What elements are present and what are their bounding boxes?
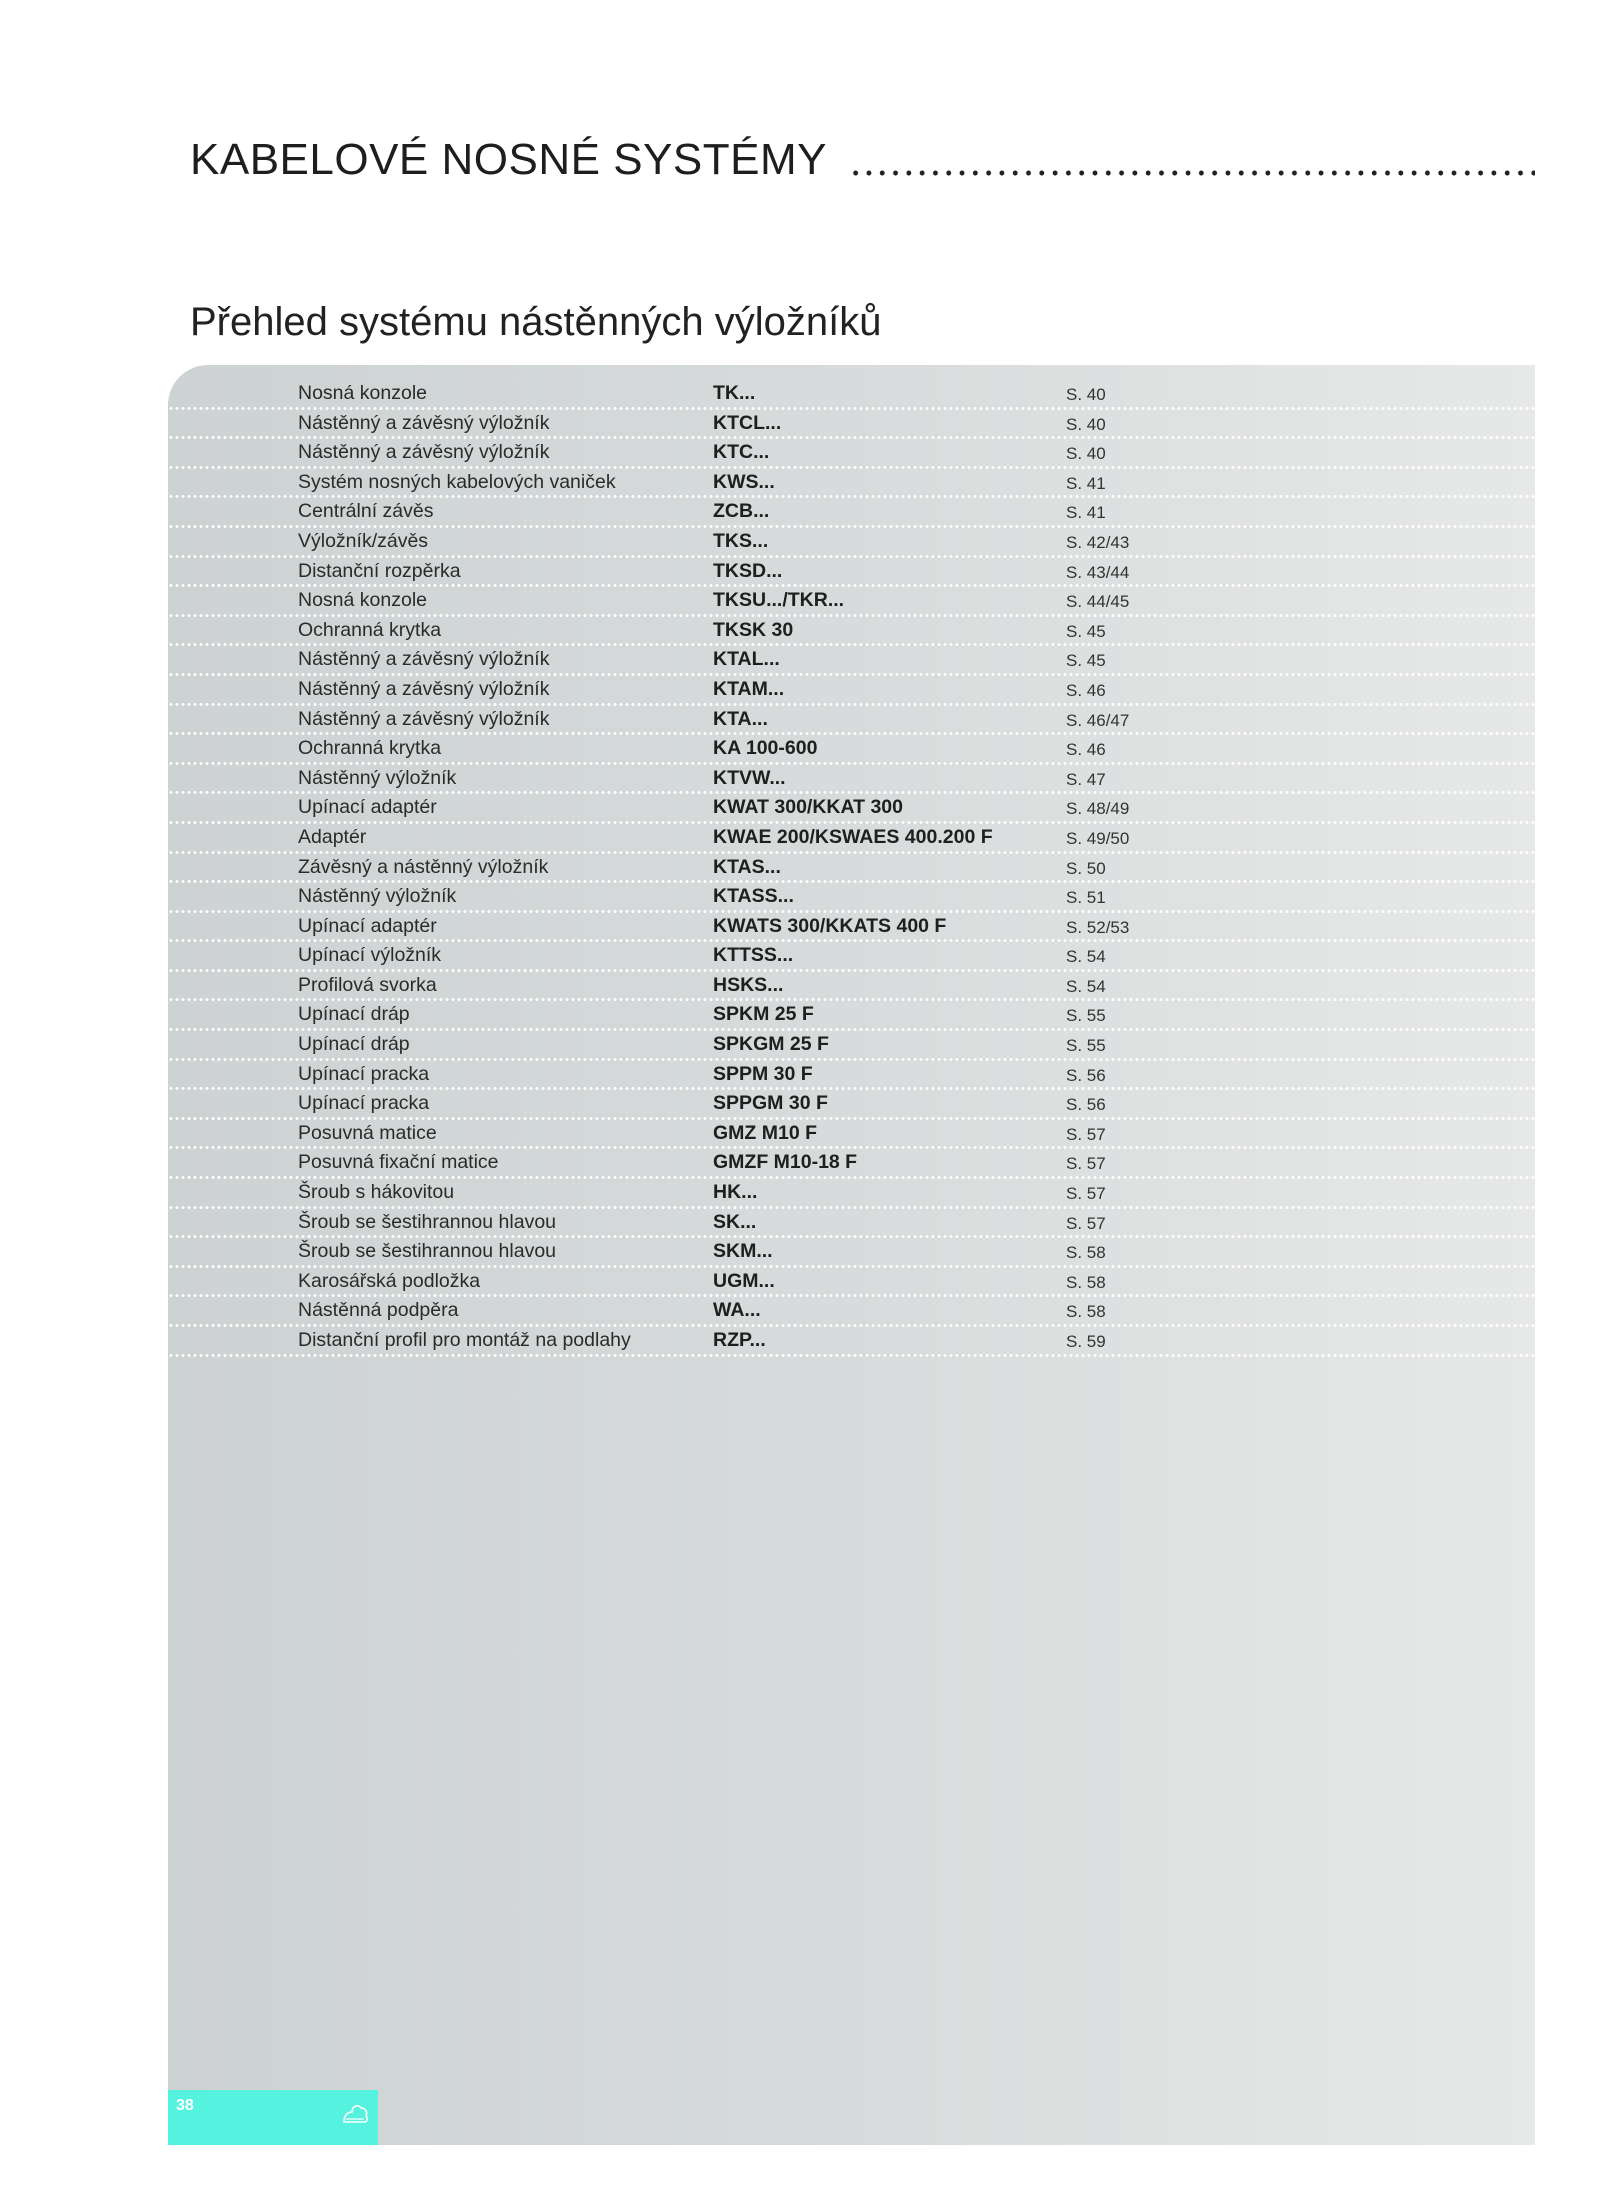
page-reference: S. 41 [1066, 503, 1106, 523]
page-reference: S. 47 [1066, 769, 1106, 789]
table-row [168, 410, 1535, 440]
table-row [168, 1327, 1535, 1357]
page-header [190, 122, 1535, 182]
product-name: Nosná konzole [298, 382, 427, 404]
product-code: KWS... [713, 470, 775, 493]
product-code: KTC... [713, 441, 770, 464]
product-code: KTCL... [713, 411, 782, 434]
page-reference: S. 44/45 [1066, 592, 1130, 612]
product-name: Distanční rozpěrka [298, 559, 461, 582]
product-code: KTA... [713, 707, 768, 730]
product-code: KWATS 300/KKATS 400 F [713, 914, 947, 937]
product-code: HSKS... [713, 973, 784, 996]
table-row [168, 883, 1535, 913]
product-name: Upínací adaptér [298, 796, 437, 819]
product-name: Nástěnná podpěra [298, 1299, 459, 1322]
table-row [168, 587, 1535, 617]
table-row [168, 1179, 1535, 1209]
table-row [168, 735, 1535, 765]
table-row [168, 706, 1535, 736]
product-code: KTAS... [713, 855, 781, 878]
product-name: Výložník/závěs [298, 529, 429, 552]
table-row [168, 676, 1535, 706]
page-reference: S. 46/47 [1066, 710, 1130, 730]
product-code: RZP... [713, 1329, 766, 1351]
table-row [168, 1209, 1535, 1239]
table-row [168, 1120, 1535, 1150]
table-row [168, 1297, 1535, 1327]
page-number: 38 [176, 2097, 194, 2114]
table-row [168, 439, 1535, 469]
product-name: Nástěnný a závěsný výložník [298, 441, 550, 464]
page-reference: S. 54 [1066, 947, 1106, 967]
product-code: KTAL... [713, 648, 780, 671]
table-row [168, 765, 1535, 795]
product-code: HK... [713, 1181, 758, 1204]
product-name: Adaptér [298, 825, 367, 848]
product-code: KWAT 300/KKAT 300 [713, 796, 903, 819]
page-reference: S. 57 [1066, 1184, 1106, 1204]
table-row [168, 1001, 1535, 1031]
header-dot-leader [849, 169, 1535, 177]
product-code: TK... [713, 382, 756, 404]
page-reference: S. 40 [1066, 444, 1106, 464]
product-name: Šroub se šestihrannou hlavou [298, 1210, 557, 1233]
table-row [168, 1061, 1535, 1091]
product-code: KTVW... [713, 766, 786, 789]
product-name: Profilová svorka [298, 973, 437, 996]
page-reference: S. 40 [1066, 385, 1106, 404]
overview-table [168, 380, 1535, 1357]
product-name: Upínací adaptér [298, 914, 437, 937]
product-name: Upínací pracka [298, 1092, 430, 1115]
table-row [168, 558, 1535, 588]
product-name: Nástěnný a závěsný výložník [298, 677, 550, 700]
table-row [168, 1238, 1535, 1268]
product-code: KTASS... [713, 885, 794, 908]
product-code: TKS... [713, 529, 769, 552]
product-code: TKSK 30 [713, 618, 794, 641]
product-code: SPPGM 30 F [713, 1092, 828, 1115]
table-row [168, 794, 1535, 824]
product-name: Závěsný a nástěnný výložník [298, 855, 549, 878]
product-name: Nástěnný a závěsný výložník [298, 707, 550, 730]
table-row [168, 942, 1535, 972]
page-reference: S. 58 [1066, 1243, 1106, 1263]
product-name: Upínací dráp [298, 1033, 410, 1056]
table-row [168, 380, 1535, 410]
page-reference: S. 43/44 [1066, 562, 1130, 582]
page-number-tab [168, 2090, 378, 2145]
table-row [168, 528, 1535, 558]
product-code: GMZ M10 F [713, 1121, 818, 1144]
table-row [168, 646, 1535, 676]
table-row [168, 854, 1535, 884]
page-reference: S. 41 [1066, 473, 1106, 493]
table-row [168, 1149, 1535, 1179]
page-header-title: KABELOVÉ NOSNÉ SYSTÉMY [190, 135, 827, 184]
product-code: KTTSS... [713, 944, 794, 967]
page-reference: S. 57 [1066, 1124, 1106, 1144]
product-name: Nástěnný výložník [298, 885, 457, 908]
product-name: Šroub se šestihrannou hlavou [298, 1240, 557, 1263]
table-row [168, 1031, 1535, 1061]
page-reference: S. 58 [1066, 1272, 1106, 1292]
product-code: UGM... [713, 1269, 775, 1292]
table-row [168, 972, 1535, 1002]
product-name: Upínací výložník [298, 944, 442, 967]
page-reference: S. 55 [1066, 1006, 1106, 1026]
page-reference: S. 51 [1066, 888, 1106, 908]
product-code: KWAE 200/KSWAES 400.200 F [713, 825, 993, 848]
page-reference: S. 56 [1066, 1095, 1106, 1115]
page-reference: S. 54 [1066, 976, 1106, 996]
product-name: Upínací pracka [298, 1062, 430, 1085]
page-reference: S. 56 [1066, 1065, 1106, 1085]
product-name: Upínací dráp [298, 1003, 410, 1026]
page-reference: S. 40 [1066, 414, 1106, 434]
product-code: WA... [713, 1299, 761, 1322]
overview-panel [168, 365, 1535, 2145]
page-reference: S. 58 [1066, 1302, 1106, 1322]
product-name: Ochranná krytka [298, 737, 442, 760]
product-name: Centrální závěs [298, 500, 434, 523]
page-reference: S. 48/49 [1066, 799, 1130, 819]
product-code: ZCB... [713, 500, 770, 523]
product-code: SPKGM 25 F [713, 1033, 829, 1056]
product-code: TKSD... [713, 559, 783, 582]
table-row [168, 469, 1535, 499]
product-name: Nástěnný a závěsný výložník [298, 411, 550, 434]
product-name: Posuvná matice [298, 1121, 437, 1144]
product-code: KA 100-600 [713, 737, 818, 760]
product-code: GMZF M10-18 F [713, 1151, 858, 1174]
product-name: Nástěnný výložník [298, 766, 457, 789]
page-reference: S. 57 [1066, 1154, 1106, 1174]
page-reference: S. 45 [1066, 651, 1106, 671]
product-name: Posuvná fixační matice [298, 1151, 499, 1174]
product-code: SKM... [713, 1240, 773, 1263]
product-name: Nástěnný a závěsný výložník [298, 648, 550, 671]
page-reference: S. 50 [1066, 858, 1106, 878]
product-code: KTAM... [713, 677, 785, 700]
product-name: Nosná konzole [298, 589, 427, 612]
product-name: Šroub s hákovitou [298, 1181, 455, 1204]
product-name: Distanční profil pro montáž na podlahy [298, 1329, 631, 1351]
table-row [168, 617, 1535, 647]
product-code: TKSU.../TKR... [713, 589, 845, 612]
page-reference: S. 42/43 [1066, 532, 1130, 552]
page-reference: S. 52/53 [1066, 917, 1130, 937]
table-row [168, 1268, 1535, 1298]
product-name: Ochranná krytka [298, 618, 442, 641]
product-code: SPPM 30 F [713, 1062, 813, 1085]
table-row [168, 1090, 1535, 1120]
page-reference: S. 46 [1066, 740, 1106, 760]
section-title: Přehled systému nástěnných výložníků [190, 300, 882, 344]
page-reference: S. 49/50 [1066, 828, 1130, 848]
product-code: SPKM 25 F [713, 1003, 814, 1026]
page-reference: S. 55 [1066, 1036, 1106, 1056]
page-reference: S. 45 [1066, 621, 1106, 641]
table-row [168, 824, 1535, 854]
obo-logo-icon [340, 2098, 370, 2128]
page-reference: S. 57 [1066, 1213, 1106, 1233]
product-name: Systém nosných kabelových vaniček [298, 470, 616, 493]
table-row [168, 913, 1535, 943]
page-reference: S. 46 [1066, 680, 1106, 700]
product-code: SK... [713, 1210, 757, 1233]
product-name: Karosářská podložka [298, 1269, 481, 1292]
table-row [168, 498, 1535, 528]
page-reference: S. 59 [1066, 1332, 1106, 1351]
